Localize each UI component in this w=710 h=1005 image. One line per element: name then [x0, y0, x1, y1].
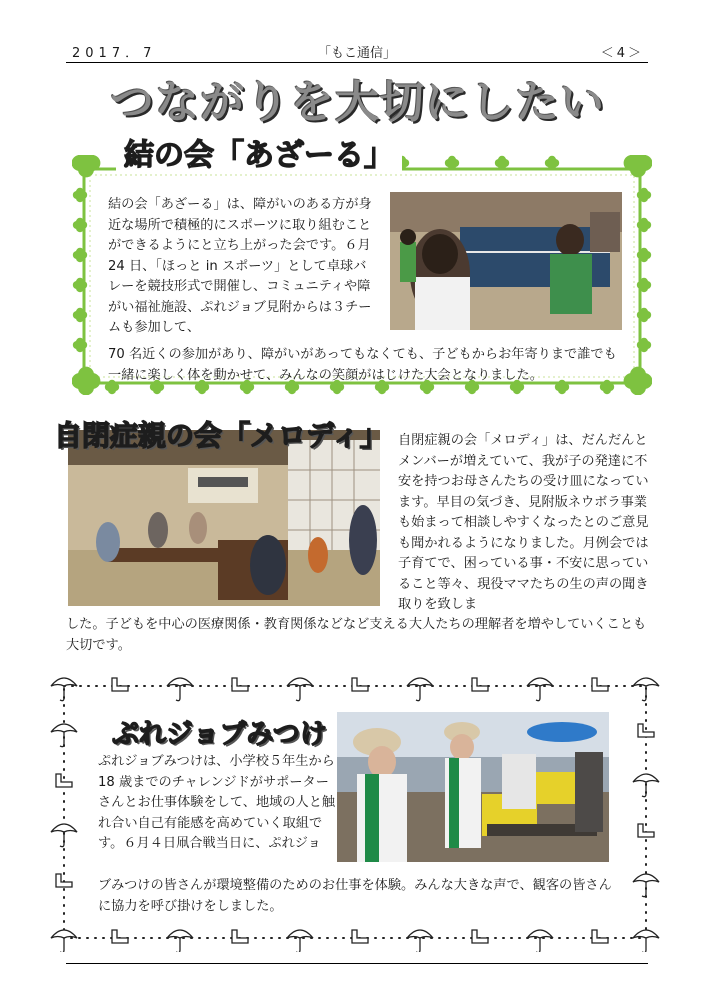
boot-icon [592, 930, 608, 943]
umbrella-icon [407, 678, 433, 701]
section-title-melody: 自閉症親の会「メロディ」 [54, 419, 388, 452]
section-body-prejob-continued: ブみつけの皆さんが環境整備のためのお仕事を体験。みんな大きな声で、観客の皆さんに協力を呼び掛けをしました。 [98, 878, 612, 914]
boot-icon [592, 678, 608, 691]
table-tennis-photo [390, 192, 622, 330]
page-number: ＜4＞ [600, 46, 644, 61]
section-body-melody: 自閉症親の会「メロディ」は、だんだんとメンバーが増えていて、我が子の発達に不安を持つお母さんたちの受け皿になっています。早目の気づき、見附版ネウボラ事業も始まって相談しやすくなったとのご意見も聞かれるようになりました。月例会では子育てで、困っている事・不安に思っていること等々、現役ママたちの生の声の聞き取りを致しま [398, 433, 649, 612]
header-divider [66, 62, 648, 63]
section-title-prejob: ぷれジョブみつけ [112, 719, 327, 750]
umbrella-icon [287, 930, 313, 952]
umbrella-icon [407, 930, 433, 952]
boot-icon [56, 774, 72, 787]
page-title: つながりを大切にしたい [110, 77, 605, 128]
boot-icon [232, 930, 248, 943]
kite-festival-photo [337, 712, 609, 862]
footer-divider [66, 963, 648, 964]
boot-icon [112, 930, 128, 943]
umbrella-icon [287, 678, 313, 701]
umbrella-icon [167, 678, 193, 701]
boot-icon [352, 678, 368, 691]
section-body-melody-continued: した。子どもを中心の医療関係・教育関係などなど支える大人たちの理解者を増やしていくことも大切です。 [66, 617, 647, 653]
umbrella-icon [51, 724, 77, 747]
newsletter-header [68, 40, 646, 60]
umbrella-icon [51, 678, 77, 701]
umbrella-icon [167, 930, 193, 952]
section-title-azaru: 結の会「あざーる」 [116, 130, 402, 174]
umbrella-icon [633, 874, 659, 897]
umbrella-icon [527, 930, 553, 952]
boot-icon [112, 678, 128, 691]
umbrella-icon [51, 824, 77, 847]
section-body-azaru-continued: 70 名近くの参加があり、障がいがあってもなくても、子どもからお年寄りまで誰でも一緒に楽しく体を動かせて、みんなの笑顔がはじけた大会となりました。 [108, 347, 617, 383]
clover-icon [624, 155, 652, 177]
umbrella-icon [633, 774, 659, 797]
umbrella-icon [51, 930, 77, 952]
boot-icon [638, 724, 654, 737]
umbrella-icon [633, 930, 659, 952]
clover-icon [72, 367, 100, 395]
boot-icon [232, 678, 248, 691]
boot-icon [472, 678, 488, 691]
newsletter-name: 「もこ通信」 [317, 46, 396, 61]
umbrella-icon [527, 678, 553, 701]
boot-icon [472, 930, 488, 943]
clover-icon [72, 155, 100, 177]
section-body-azaru: 結の会「あざーる」は、障がいのある方が身近な場所で積極的にスポーツに取り組むことができるようにと立ち上がった会です。６月 24 日、「ほっと in スポーツ」として卓球バレーを競技形式で開催し、コミュニティや障がい福祉施設、ぷれジョブ見附からは３チームも参加して、 [108, 197, 372, 335]
umbrella-icon [633, 678, 659, 701]
issue-date: 2017．7 [72, 46, 157, 61]
section-body-prejob: ぷれジョブみつけは、小学校５年生から 18 歳までのチャレンジドがサポーターさんとお仕事体験をして、地域の人と触れ合い自己有能感を高めていく取組です。６月４日凧合戦当日に、ぷれジョ [98, 754, 336, 851]
parents-meeting-photo [68, 430, 380, 606]
boot-icon [352, 930, 368, 943]
